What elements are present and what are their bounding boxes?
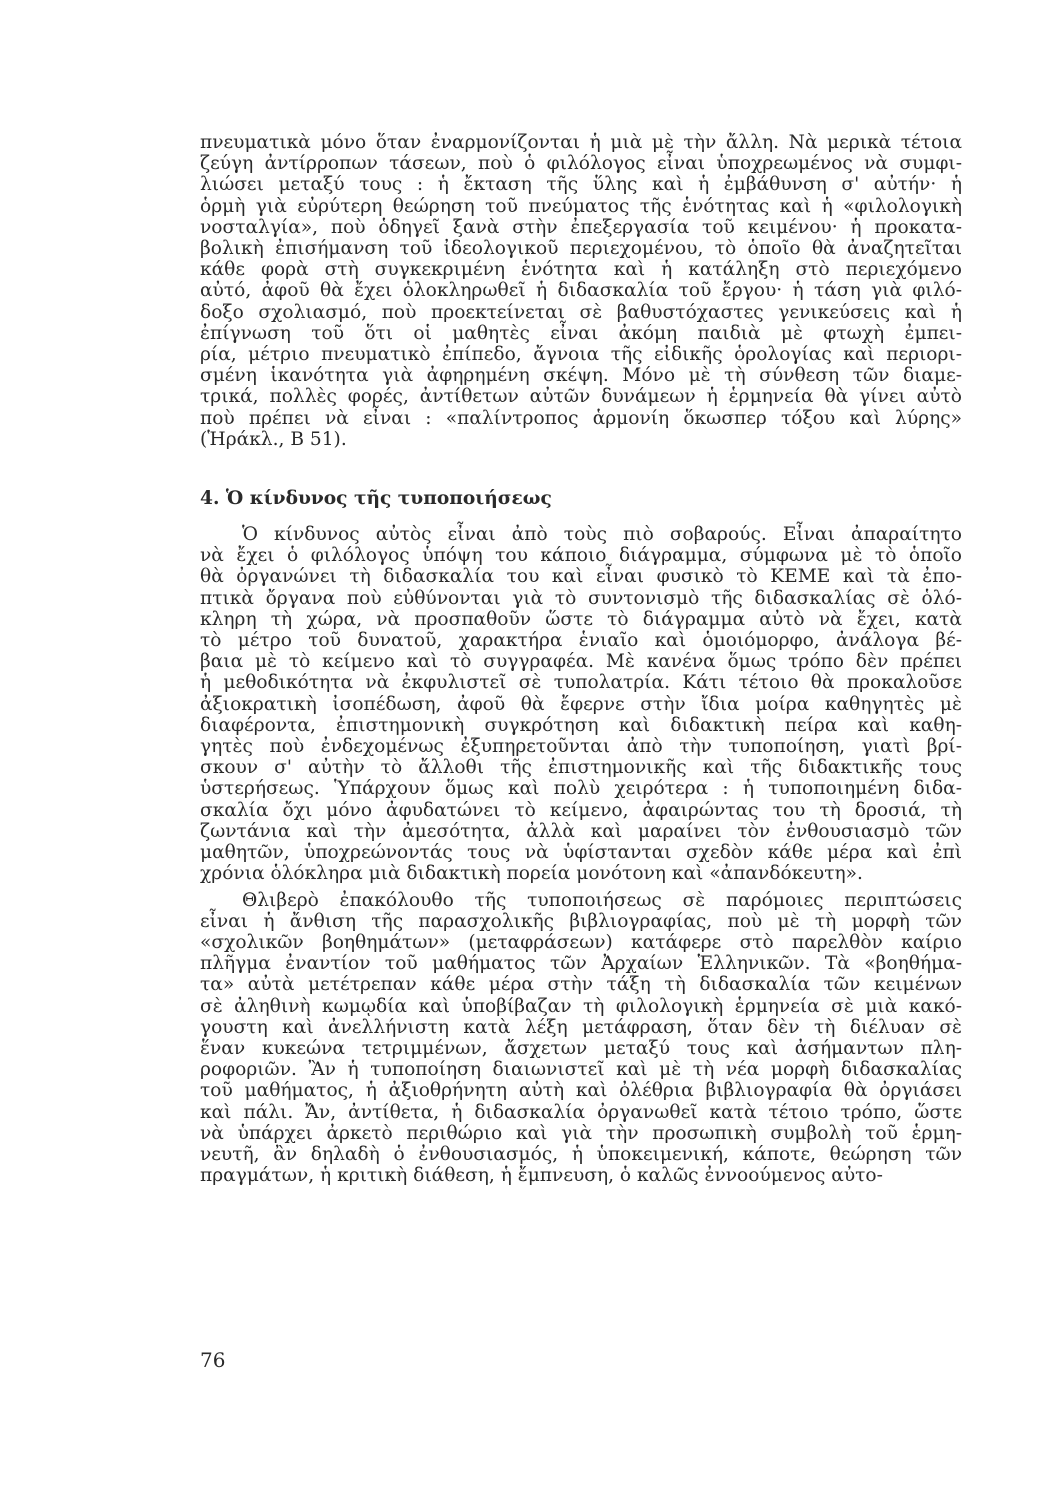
text-line: ἐπίγνωση τοῦ ὅτι οἱ μαθητὲς εἶναι ἀκόμη παιδιὰ μὲ φτωχὴ ἐμπει-: [200, 322, 962, 344]
text-line: ἀξιοκρατικὴ ἰσοπέδωση, ἀφοῦ θὰ ἔφερνε στὴν ἴδια μοίρα καθηγητὲς μὲ: [200, 693, 962, 715]
text-line: νευτῆ, ἂν δηλαδὴ ὁ ἐνθουσιασμός, ἡ ὑποκειμενική, κάποτε, θεώρηση τῶν: [200, 1143, 962, 1165]
text-line: ὑστερήσεως. Ὑπάρχουν ὅμως καὶ πολὺ χειρότερα : ἡ τυποποιημένη διδα-: [200, 778, 962, 800]
text-line: ζωντάνια καὶ τὴν ἀμεσότητα, ἀλλὰ καὶ μαραίνει τὸν ἐνθουσιασμὸ τῶν: [200, 820, 962, 842]
text-line: ἡ μεθοδικότητα νὰ ἐκφυλιστεῖ σὲ τυπολατρία. Κάτι τέτοιο θὰ προκαλοῦσε: [200, 672, 962, 694]
text-line: κάθε φορὰ στὴ συγκεκριμένη ἑνότητα καὶ ἡ κατάληξη στὸ περιεχόμενο: [200, 259, 962, 281]
text-line: τα» αὐτὰ μετέτρεπαν κάθε μέρα στὴν τάξη τὴ διδασκαλία τῶν κειμένων: [200, 974, 962, 996]
text-line: γητὲς ποὺ ἐνδεχομένως ἐξυπηρετοῦνται ἀπὸ τὴν τυποποίηση, γιατὶ βρί-: [200, 736, 962, 758]
text-line: αὐτό, ἀφοῦ θὰ ἔχει ὁλοκληρωθεῖ ἡ διδασκαλία τοῦ ἔργου· ἡ τάση γιὰ φιλό-: [200, 280, 962, 302]
text-line: θὰ ὀργανώνει τὴ διδασκαλία του καὶ εἶναι φυσικὸ τὸ ΚΕΜΕ καὶ τὰ ἐπο-: [200, 566, 962, 588]
text-line: ἕναν κυκεώνα τετριμμένων, ἄσχετων μεταξύ τους καὶ ἀσήμαντων πλη-: [200, 1037, 962, 1059]
spacer: [200, 450, 962, 488]
text-line: Θλιβερὸ ἐπακόλουθο τῆς τυποποιήσεως σὲ παρόμοιες περιπτώσεις: [242, 889, 962, 911]
text-line: ὁρμὴ γιὰ εὐρύτερη θεώρηση τοῦ πνεύματος τῆς ἑνότητας καὶ ἡ «φιλολογικὴ: [200, 195, 962, 217]
text-line: χρόνια ὁλόκληρα μιὰ διδακτικὴ πορεία μονότονη καὶ «ἀπανδόκευτη».: [200, 863, 863, 885]
paragraph-1: [200, 132, 962, 450]
spacer: [200, 510, 962, 524]
text-line: νὰ ἔχει ὁ φιλόλογος ὑπόψη του κάποιο διάγραμμα, σύμφωνα μὲ τὸ ὁποῖο: [200, 545, 962, 567]
text-line: σκαλία ὄχι μόνο ἀφυδατώνει τὸ κείμενο, ἀφαιρώντας του τὴ δροσιά, τὴ: [200, 799, 962, 821]
section-heading: 4. Ὁ κίνδυνος τῆς τυποποιήσεως: [200, 488, 552, 510]
text-line: βολικὴ ἐπισήμανση τοῦ ἰδεολογικοῦ περιεχομένου, τὸ ὁποῖο θὰ ἀναζητεῖται: [200, 238, 962, 260]
text-line: Ὁ κίνδυνος αὐτὸς εἶναι ἀπὸ τοὺς πιὸ σοβαρούς. Εἶναι ἀπαραίτητο: [242, 524, 962, 546]
text-line: κληρη τὴ χώρα, νὰ προσπαθοῦν ὥστε τὸ διάγραμμα αὐτὸ νὰ ἔχει, κατὰ: [200, 608, 962, 630]
text-line: πτικὰ ὄργανα ποὺ εὐθύνονται γιὰ τὸ συντονισμὸ τῆς διδασκαλίας σὲ ὁλό-: [200, 587, 962, 609]
text-line: ροφοριῶν. Ἂν ἡ τυποποίηση διαιωνιστεῖ καὶ μὲ τὴ νέα μορφὴ διδασκαλίας: [200, 1059, 962, 1081]
text-line: βαια μὲ τὸ κείμενο καὶ τὸ συγγραφέα. Μὲ κανένα ὅμως τρόπο δὲν πρέπει: [200, 651, 962, 673]
text-line: τὸ μέτρο τοῦ δυνατοῦ, χαρακτήρα ἑνιαῖο καὶ ὁμοιόμορφο, ἀνάλογα βέ-: [200, 630, 962, 652]
text-line: μαθητῶν, ὑποχρεώνοντάς τους νὰ ὑφίστανται σχεδὸν κάθε μέρα καὶ ἐπὶ: [200, 842, 962, 864]
text-line: τοῦ μαθήματος, ἡ ἀξιοθρήνητη αὐτὴ καὶ ὀλέθρια βιβλιογραφία θὰ ὀργιάσει: [200, 1080, 962, 1102]
text-line: σκουν σ' αὐτὴν τὸ ἄλλοθι τῆς ἐπιστημονικῆς καὶ τῆς διδακτικῆς τους: [200, 757, 962, 779]
text-line: καὶ πάλι. Ἄν, ἀντίθετα, ἡ διδασκαλία ὀργανωθεῖ κατὰ τέτοιο τρόπο, ὥστε: [200, 1101, 962, 1123]
text-line: πραγμάτων, ἡ κριτικὴ διάθεση, ἡ ἔμπνευση, ὁ καλῶς ἐννοούμενος αὐτο-: [200, 1165, 883, 1187]
text-line: σὲ ἀληθινὴ κωμῳδία καὶ ὑποβίβαζαν τὴ φιλολογικὴ ἑρμηνεία σὲ μιὰ κακό-: [200, 995, 962, 1017]
text-line: ποὺ πρέπει νὰ εἶναι : «παλίντροπος ἁρμονίη ὅκωσπερ τόξου καὶ λύρης»: [200, 407, 962, 429]
paragraph-2: [200, 524, 962, 884]
text-line: πνευματικὰ μόνο ὅταν ἐναρμονίζονται ἡ μιὰ μὲ τὴν ἄλλη. Νὰ μερικὰ τέτοια: [200, 132, 962, 153]
page-body: [200, 132, 962, 1186]
text-line: (Ἡράκλ., Β 51).: [200, 428, 347, 450]
text-line: πλῆγμα ἐναντίον τοῦ μαθήματος τῶν Ἀρχαίων Ἑλληνικῶν. Τὰ «βοηθήμα-: [200, 953, 962, 975]
paragraph-3: [200, 890, 962, 1187]
text-line: νοσταλγία», ποὺ ὁδηγεῖ ξανὰ στὴν ἐπεξεργασία τοῦ κειμένου· ἡ προκατα-: [200, 216, 962, 238]
text-line: ζεύγη ἀντίρροπων τάσεων, ποὺ ὁ φιλόλογος εἶναι ὑποχρεωμένος νὰ συμφι-: [200, 153, 962, 175]
text-line: νὰ ὑπάρχει ἀρκετὸ περιθώριο καὶ γιὰ τὴν προσωπικὴ συμβολὴ τοῦ ἑρμη-: [200, 1122, 962, 1144]
text-line: «σχολικῶν βοηθημάτων» (μεταφράσεων) κατάφερε στὸ παρελθὸν καίριο: [200, 931, 962, 953]
text-line: τρικά, πολλὲς φορές, ἀντίθετων αὐτῶν δυνάμεων ἡ ἑρμηνεία θὰ γίνει αὐτὸ: [200, 386, 962, 408]
text-line: δοξο σχολιασμό, ποὺ προεκτείνεται σὲ βαθυστόχαστες γενικεύσεις καὶ ἡ: [200, 301, 962, 323]
text-line: διαφέροντα, ἐπιστημονικὴ συγκρότηση καὶ διδακτικὴ πείρα καὶ καθη-: [200, 714, 962, 736]
text-line: γουστη καὶ ἀνελλήνιστη κατὰ λέξη μετάφραση, ὅταν δὲν τὴ διέλυαν σὲ: [200, 1016, 962, 1038]
text-line: λιώσει μεταξύ τους : ἡ ἔκταση τῆς ὕλης καὶ ἡ ἐμβάθυνση σ' αὐτήν· ἡ: [200, 174, 962, 196]
text-line: εἶναι ἡ ἄνθιση τῆς παρασχολικῆς βιβλιογραφίας, ποὺ μὲ τὴ μορφὴ τῶν: [200, 910, 962, 932]
page-number: 76: [200, 1348, 226, 1372]
text-line: σμένη ἱκανότητα γιὰ ἀφηρημένη σκέψη. Μόνο μὲ τὴ σύνθεση τῶν διαμε-: [200, 365, 962, 387]
text-line: ρία, μέτριο πνευματικὸ ἐπίπεδο, ἄγνοια τῆς εἰδικῆς ὁρολογίας καὶ περιορι-: [200, 344, 962, 366]
